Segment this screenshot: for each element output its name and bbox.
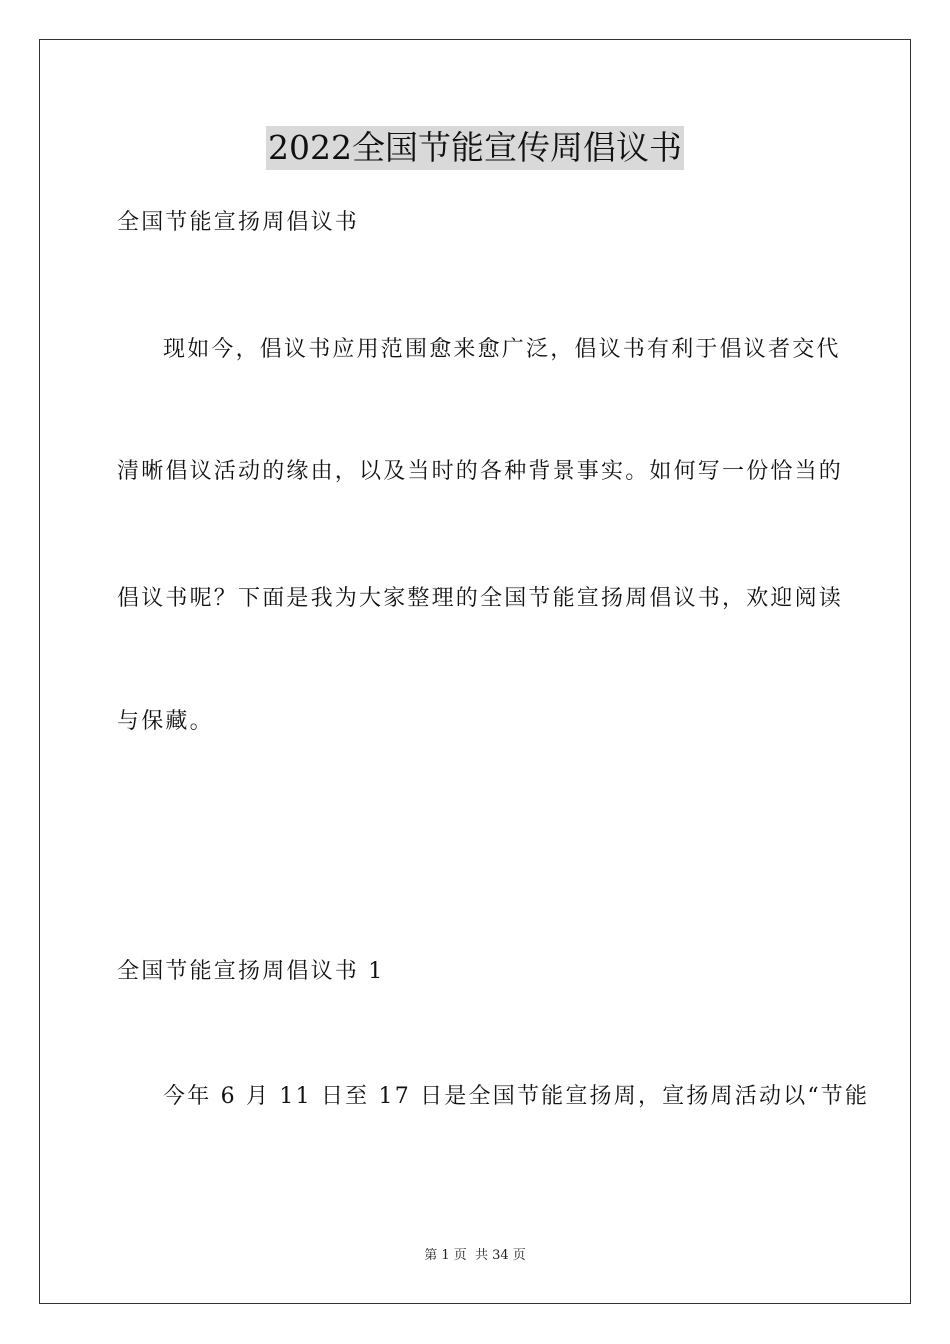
intro-line-2: 清晰倡议活动的缘由，以及当时的各种背景事实。如何写一份恰当的 bbox=[117, 459, 844, 484]
intro-line-3: 倡议书呢？下面是我为大家整理的全国节能宣扬周倡议书，欢迎阅读 bbox=[117, 586, 844, 611]
document-subtitle: 全国节能宣扬周倡议书 bbox=[117, 210, 360, 235]
document-title: 2022全国节能宣传周倡议书 bbox=[266, 126, 684, 170]
section-first-line: 今年 6 月 11 日至 17 日是全国节能宣扬周，宣扬周活动以“节能 bbox=[163, 1084, 870, 1109]
total-pages: 共 34 页 bbox=[474, 1248, 526, 1263]
page-footer bbox=[0, 1247, 950, 1265]
title-container bbox=[0, 126, 950, 170]
section-heading: 全国节能宣扬周倡议书 1 bbox=[117, 959, 385, 984]
page-number: 第 1 页 bbox=[424, 1248, 467, 1263]
intro-line-4: 与保藏。 bbox=[117, 709, 214, 734]
intro-line-1: 现如今，倡议书应用范围愈来愈广泛，倡议书有利于倡议者交代 bbox=[163, 337, 841, 362]
